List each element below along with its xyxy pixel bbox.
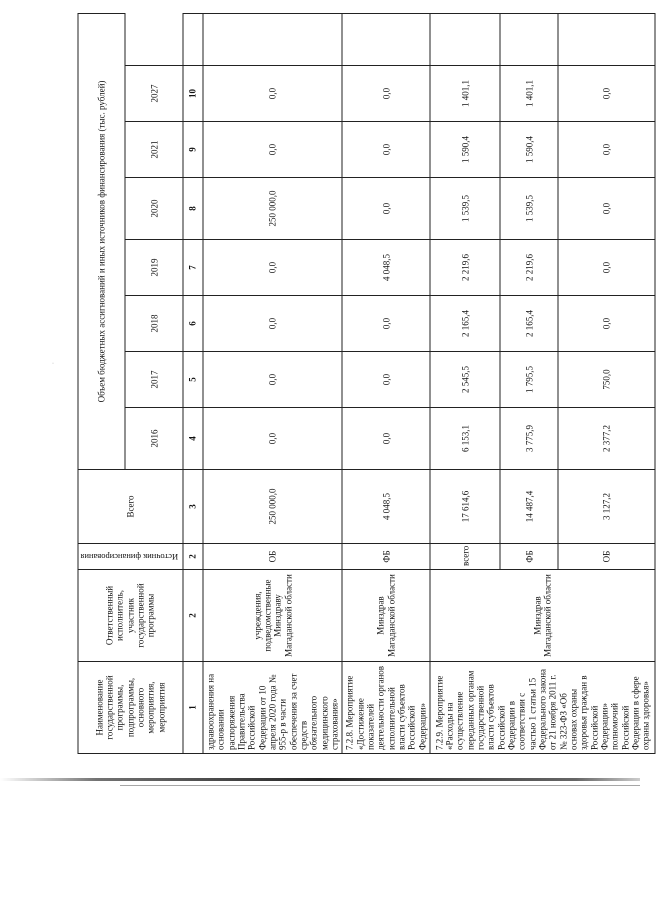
row3c-value: 0,0 bbox=[558, 240, 655, 296]
header-year: 2018 bbox=[125, 296, 183, 352]
row3b-value: 3 775,9 bbox=[500, 408, 558, 470]
row3c-total: 3 127,2 bbox=[558, 470, 655, 544]
row1-executor: учреждения, подведомственные Минздраву Магаданской области bbox=[203, 570, 342, 662]
table-row bbox=[342, 13, 430, 753]
row3-name: 7.2.9. Мероприятие «Расходы на осуществление переданных органам государственной власти субъектов Российской Федерации в соответствии с частью 1 статьи 15 Федерального закона от 21 ноября 2011 г. № 323-ФЗ «Об основах охраны здоровья граждан в Российской Федерации» полномочий Российской Федерации в сфере охраны здоровья» bbox=[430, 662, 655, 754]
row3-value: 1 539,5 bbox=[430, 178, 500, 240]
index-cell: 1 bbox=[183, 662, 203, 754]
row3b-extra-empty bbox=[500, 13, 558, 65]
row3-total: 17 614,6 bbox=[430, 470, 500, 544]
index-cell: 6 bbox=[183, 296, 203, 352]
index-cell: 8 bbox=[183, 178, 203, 240]
row3-source: всего bbox=[430, 544, 500, 570]
row3-executor: Минздрав Магаданской области bbox=[430, 570, 655, 662]
row1-total: 250 000,0 bbox=[203, 470, 342, 544]
index-cell: 9 bbox=[183, 122, 203, 178]
row3-value: 2 545,5 bbox=[430, 352, 500, 408]
table-row bbox=[430, 13, 500, 753]
index-cell: 3 bbox=[183, 470, 203, 544]
row3b-value: 1 795,5 bbox=[500, 352, 558, 408]
header-year: 2017 bbox=[125, 352, 183, 408]
index-cell: 4 bbox=[183, 408, 203, 470]
row2-value: 0,0 bbox=[342, 122, 430, 178]
row3c-value: 2 377,2 bbox=[558, 408, 655, 470]
index-cell: 2 bbox=[183, 544, 203, 570]
row3b-source: ФБ bbox=[500, 544, 558, 570]
row2-extra-empty bbox=[342, 13, 430, 65]
scan-edge-line-secondary bbox=[120, 785, 640, 786]
row2-executor: Минздрав Магаданской области bbox=[342, 570, 430, 662]
row1-name: здравоохранения на основании распоряжения Правительства Российской Федерации от 10 апреля 2020 года № 955-р в части обеспечения за счет средств обязательного медицинского страхования» bbox=[203, 662, 342, 754]
row2-source: ФБ bbox=[342, 544, 430, 570]
header-executor: Ответственный исполнитель, участник государственной программы bbox=[78, 570, 183, 662]
row3c-extra-empty bbox=[558, 13, 655, 65]
header-source: Источник финансирования bbox=[80, 552, 179, 563]
header-year: 2027 bbox=[125, 66, 183, 122]
row3c-value: 750,0 bbox=[558, 352, 655, 408]
row2-total: 4 048,5 bbox=[342, 470, 430, 544]
row3b-value: 2 165,4 bbox=[500, 296, 558, 352]
index-cell: 10 bbox=[183, 66, 203, 122]
row3c-value: 0,0 bbox=[558, 296, 655, 352]
row3-extra-empty bbox=[430, 13, 500, 65]
row3b-value: 1 401,1 bbox=[500, 66, 558, 122]
row3-value: 1 590,4 bbox=[430, 122, 500, 178]
row1-source: ОБ bbox=[203, 544, 342, 570]
row2-value: 0,0 bbox=[342, 178, 430, 240]
row2-value: 4 048,5 bbox=[342, 240, 430, 296]
row1-value: 0,0 bbox=[203, 296, 342, 352]
row3b-value: 1 590,4 bbox=[500, 122, 558, 178]
row3-value: 6 153,1 bbox=[430, 408, 500, 470]
row2-value: 0,0 bbox=[342, 352, 430, 408]
row2-value: 0,0 bbox=[342, 408, 430, 470]
header-budget-group: Объем бюджетных ассигнований и иных источников финансирования (тыс. рублей) bbox=[78, 13, 125, 469]
index-cell: 2 bbox=[183, 570, 203, 662]
row3b-total: 14 487,4 bbox=[500, 470, 558, 544]
index-cell: 5 bbox=[183, 352, 203, 408]
row3c-value: 0,0 bbox=[558, 66, 655, 122]
row3-value: 2 165,4 bbox=[430, 296, 500, 352]
row1-value: 0,0 bbox=[203, 408, 342, 470]
scan-edge-line bbox=[0, 778, 640, 781]
row3c-source: ОБ bbox=[558, 544, 655, 570]
rotated-table-container bbox=[78, 14, 651, 754]
row1-value: 250 000,0 bbox=[203, 178, 342, 240]
row2-name: 7.2.8. Мероприятие «Достижение показателей деятельности органов исполнительной власти субъектов Российской Федерации» bbox=[342, 662, 430, 754]
header-year: 2016 bbox=[125, 408, 183, 470]
row3-value: 2 219,6 bbox=[430, 240, 500, 296]
header-year: 2021 bbox=[125, 122, 183, 178]
header-total: Всего bbox=[78, 470, 183, 544]
row1-value: 0,0 bbox=[203, 240, 342, 296]
header-name: Наименование государственной программы, подпрограммы, основного мероприятия, мероприятия bbox=[78, 662, 183, 754]
row3c-value: 0,0 bbox=[558, 178, 655, 240]
row3b-value: 1 539,5 bbox=[500, 178, 558, 240]
index-cell-empty bbox=[183, 13, 203, 65]
header-year: 2020 bbox=[125, 178, 183, 240]
header-year: 2019 bbox=[125, 240, 183, 296]
table-row bbox=[203, 13, 342, 753]
header-source-cell bbox=[78, 544, 183, 570]
scan-speck: · bbox=[52, 361, 54, 367]
index-cell: 7 bbox=[183, 240, 203, 296]
row1-value: 0,0 bbox=[203, 352, 342, 408]
budget-table bbox=[78, 13, 656, 754]
row2-value: 0,0 bbox=[342, 66, 430, 122]
row1-value: 0,0 bbox=[203, 66, 342, 122]
row1-extra-empty bbox=[203, 13, 342, 65]
row3c-value: 0,0 bbox=[558, 122, 655, 178]
row3b-value: 2 219,6 bbox=[500, 240, 558, 296]
row3-value: 1 401,1 bbox=[430, 66, 500, 122]
row2-value: 0,0 bbox=[342, 296, 430, 352]
row1-value: 0,0 bbox=[203, 122, 342, 178]
